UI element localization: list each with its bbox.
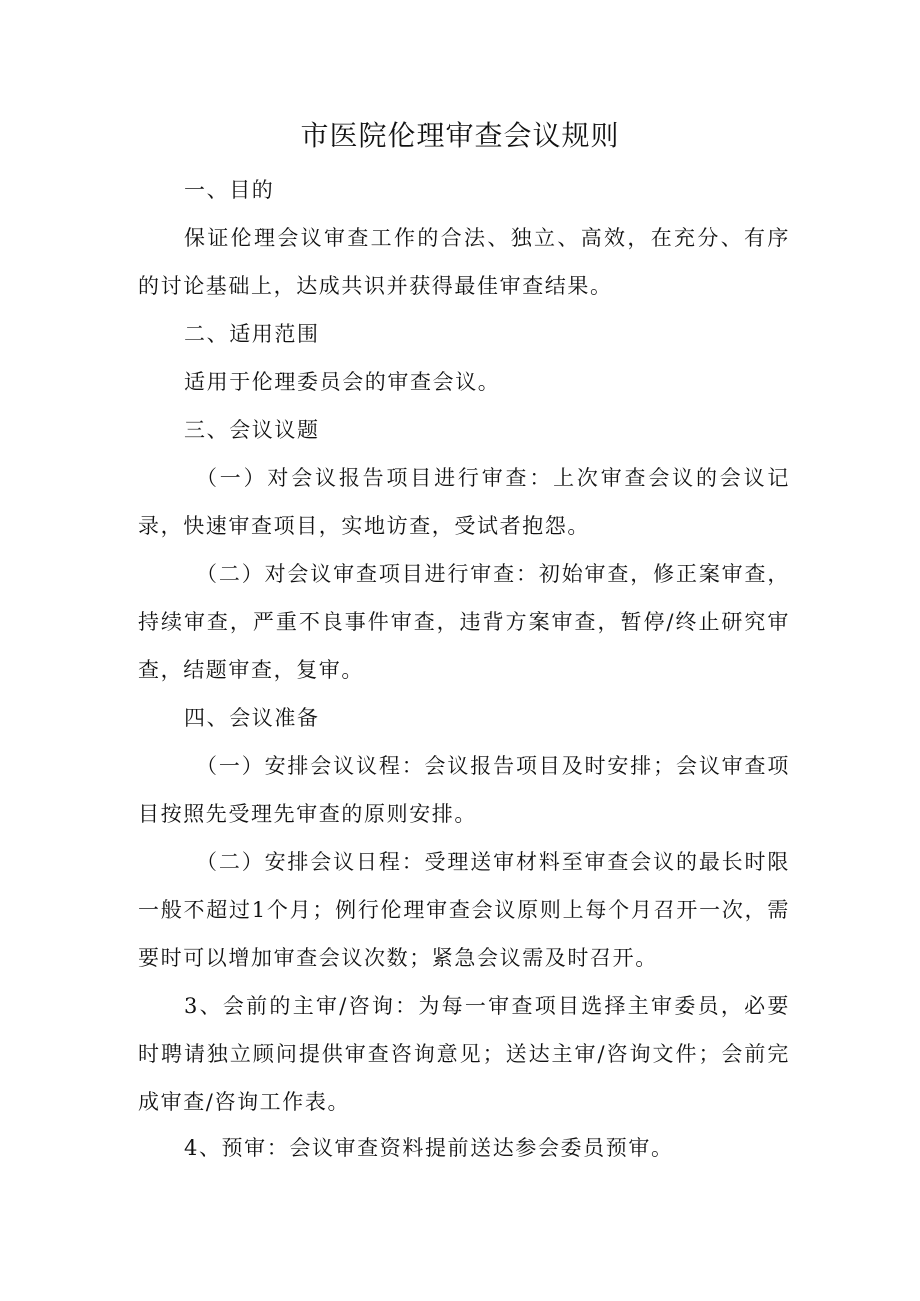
section-heading-agenda: 三、会议议题 — [184, 418, 320, 442]
paragraph-preparation-agenda: （一）安排会议议程：会议报告项目及时安排；会议审查项目按照先受理先审查的原则安排。 — [138, 754, 790, 826]
paragraph-purpose: 保证伦理会议审查工作的合法、独立、高效，在充分、有序的讨论基础上，达成共识并获得最佳审查结果。 — [138, 226, 790, 298]
document-body — [138, 166, 790, 1170]
section-heading-scope: 二、适用范围 — [184, 322, 320, 346]
paragraph-agenda-review-items: （二）对会议审查项目进行审查：初始审查，修正案审查，持续审查，严重不良事件审查，违背方案审查，暂停/终止研究审查，结题审查，复审。 — [138, 562, 790, 682]
section-heading-preparation: 四、会议准备 — [184, 706, 320, 730]
paragraph-agenda-report-items: （一）对会议报告项目进行审查：上次审查会议的会议记录，快速审查项目，实地访查，受试者抱怨。 — [138, 466, 790, 538]
paragraph-pre-meeting-review: 3、会前的主审/咨询：为每一审查项目选择主审委员，必要时聘请独立顾问提供审查咨询意见；送达主审/咨询文件；会前完成审查/咨询工作表。 — [138, 994, 790, 1114]
paragraph-scope: 适用于伦理委员会的审查会议。 — [184, 370, 501, 394]
paragraph-pre-review: 4、预审：会议审查资料提前送达参会委员预审。 — [184, 1136, 674, 1160]
section-heading-purpose: 一、目的 — [184, 178, 275, 202]
document-title: 市医院伦理审查会议规则 — [300, 119, 620, 152]
paragraph-preparation-schedule: （二）安排会议日程：受理送审材料至审查会议的最长时限一般不超过1个月；例行伦理审查会议原则上每个月召开一次，需要时可以增加审查会议次数；紧急会议需及时召开。 — [138, 850, 790, 970]
